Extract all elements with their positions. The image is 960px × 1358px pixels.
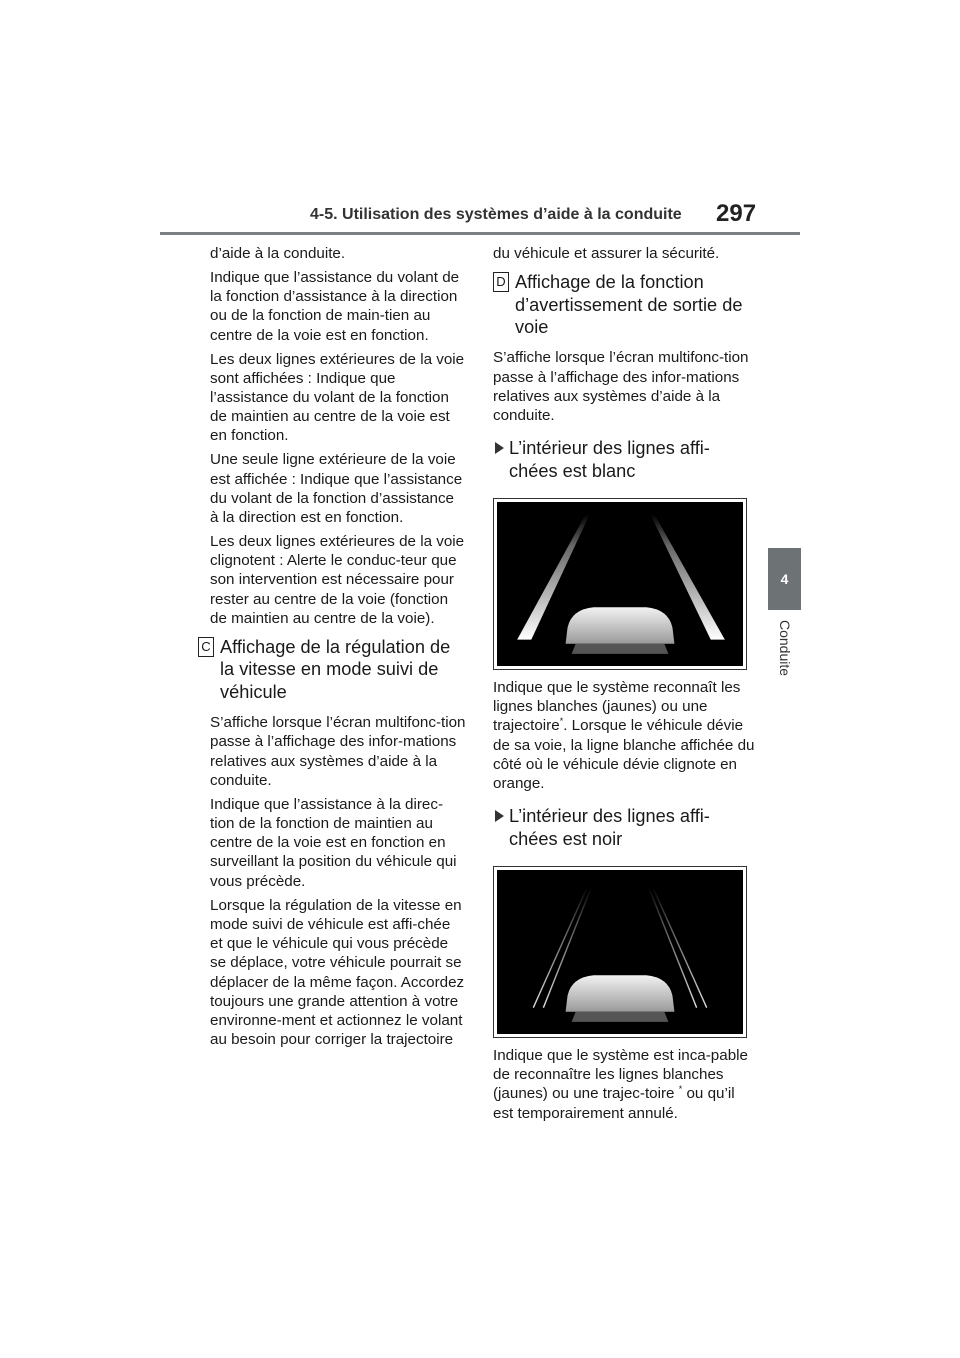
section-heading-c	[198, 636, 466, 703]
paragraph: S’affiche lorsque l’écran multifonc-tion passe à l’affichage des infor-mations relatives aux systèmes d’aide à la conduite.	[210, 714, 466, 789]
footnote-mark: *	[678, 1084, 683, 1095]
chapter-label: Conduite	[777, 620, 793, 677]
subheading-black	[493, 805, 755, 850]
footnote-mark: *	[559, 716, 564, 727]
subheading-text: L’intérieur des lignes affi-chées est blanc	[509, 438, 710, 481]
section-title-c: Affichage de la régulation de la vitesse en mode suivi de véhicule	[220, 637, 451, 702]
paragraph: Une seule ligne extérieure de la voie est affichée : Indique que l’assistance du volant de la fonction d’assistance à la direction est en fonction.	[210, 451, 463, 527]
section-letter-c: C	[198, 637, 214, 657]
paragraph: S’affiche lorsque l’écran multifonc-tion passe à l’affichage des infor-mations relatives aux systèmes d’aide à la conduite.	[493, 349, 749, 425]
paragraph: Indique que l’assistance du volant de la fonction d’assistance à la direction ou de la fonction de main-tien au centre de la voie est en fonction.	[210, 269, 460, 344]
lane-lines-white-illustration	[497, 502, 743, 666]
chapter-tab: 4	[768, 548, 801, 610]
lane-lines-black-illustration	[497, 870, 743, 1034]
paragraph: Les deux lignes extérieures de la voie sont affichées : Indique que l’assistance du volant de la fonction de maintien au centre de la voie est en fonction.	[210, 350, 465, 445]
section-letter-d: D	[493, 272, 509, 292]
subheading-text: L’intérieur des lignes affi-chées est noir	[509, 806, 710, 849]
paragraph: Indique que l’assistance à la direc-tion de la fonction de maintien au centre de la voie est en fonction en surveillant la position du véhicule qui vous précède.	[210, 795, 457, 890]
paragraph: d’aide à la conduite.	[210, 245, 346, 262]
paragraph: Lorsque la régulation de la vitesse en mode suivi de véhicule est affi-chée et que le véhicule qui vous précède se déplace, votre véhicule pourrait se déplacer de la même façon. Accordez toujours une grande attention à votre environne-ment et actionnez le volant au besoin pour corriger la trajectoire	[210, 896, 465, 1049]
paragraph: du véhicule et assurer la sécurité.	[493, 245, 720, 262]
paragraph: Indique que le système est inca-pable de reconnaître les lignes blanches (jaunes) ou une trajec-toire * ou qu’il est temporairement annulé.	[493, 1047, 748, 1122]
header-divider	[160, 232, 800, 235]
subheading-white	[493, 437, 755, 482]
section-heading-d	[493, 271, 755, 338]
page-number: 297	[716, 200, 757, 227]
section-title-d: Affichage de la fonction d’avertissement de sortie de voie	[515, 272, 743, 338]
lane-display-black-figure	[493, 866, 747, 1038]
left-column	[201, 244, 466, 1054]
paragraph: Indique que le système reconnaît les lignes blanches (jaunes) ou une trajectoire*. Lorsque le véhicule dévie de sa voie, la ligne blanche affichée du côté où le véhicule dévie clignote en orange.	[493, 679, 755, 793]
page-header-title: 4-5. Utilisation des systèmes d’aide à la conduite	[310, 206, 682, 223]
triangle-bullet-icon	[495, 810, 504, 822]
paragraph: Les deux lignes extérieures de la voie clignotent : Alerte le conduc-teur que son intervention est nécessaire pour rester au centre de la voie (fonction de maintien au centre de la voie).	[210, 533, 465, 627]
triangle-bullet-icon	[495, 442, 504, 454]
lane-display-white-figure	[493, 498, 747, 670]
right-column	[493, 244, 755, 1128]
